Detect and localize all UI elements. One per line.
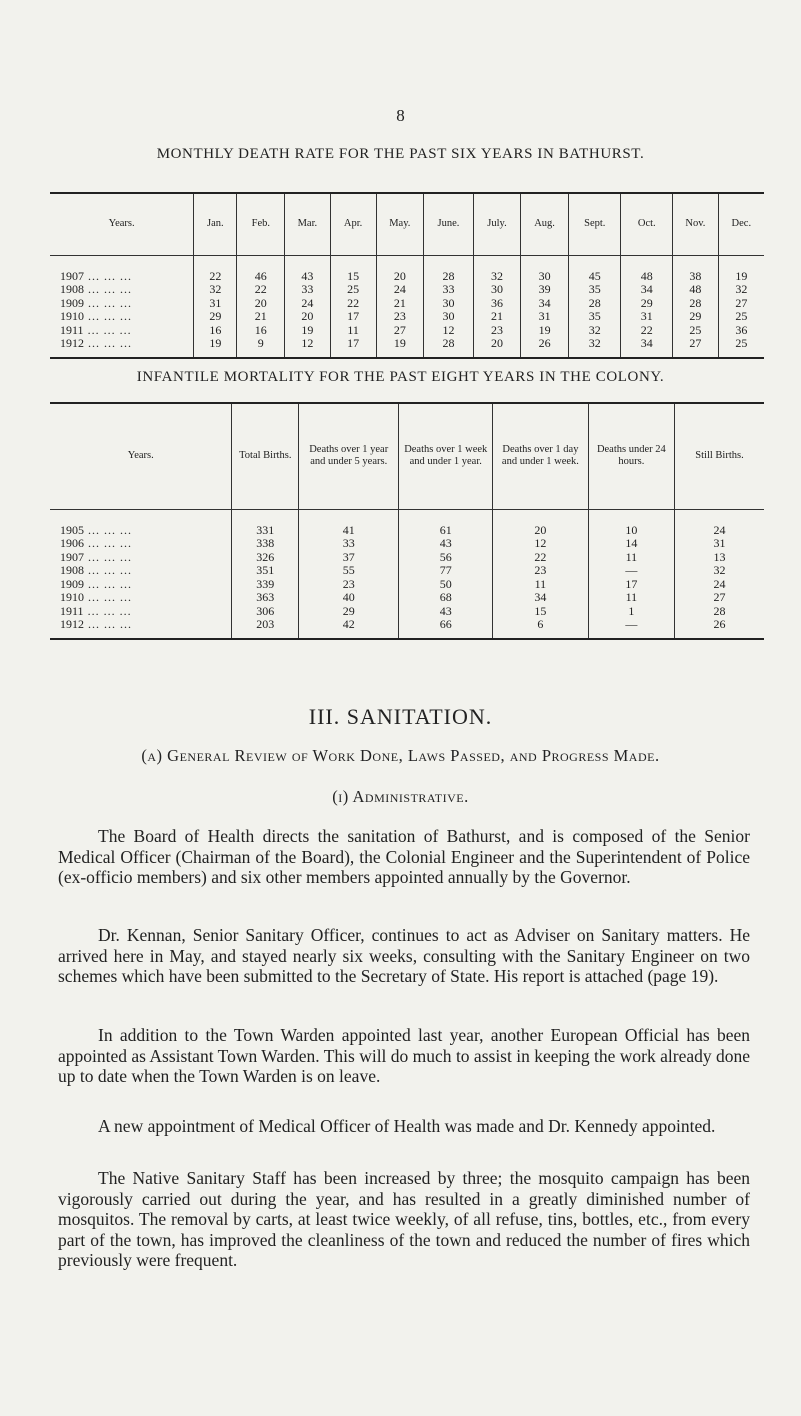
year-label: 1910 — [60, 590, 84, 604]
col-header: July. — [473, 193, 520, 255]
value-cell: 27 — [718, 297, 764, 311]
table-row — [50, 270, 764, 284]
table-row — [50, 297, 764, 311]
leader-dots: ... ... ... — [84, 590, 132, 604]
value-cell: 42 — [299, 618, 399, 639]
paragraph-sanitary-staff: The Native Sanitary Staff has been increased by three; the mosquito campaign has been vigorously carried out during the year, and has resulted in a greatly diminished number of mosquitos. The removal by carts, at least twice weekly, of all refuse, tins, bottles, etc., from every part of the town, has improved the cleanliness of the town and reduced the number of fires which previously were frequent. — [58, 1168, 750, 1270]
value-cell: 30 — [521, 270, 569, 284]
value-cell: 35 — [569, 283, 621, 297]
table-row — [50, 618, 764, 639]
year-cell — [50, 283, 194, 297]
value-cell: 326 — [232, 551, 299, 565]
value-cell: 29 — [673, 310, 719, 324]
value-cell: 33 — [424, 283, 474, 297]
value-cell: 338 — [232, 537, 299, 551]
value-cell: 32 — [569, 324, 621, 338]
value-cell: 50 — [399, 578, 493, 592]
value-cell: 15 — [493, 605, 589, 619]
value-cell: 61 — [399, 524, 493, 538]
table-row — [50, 524, 764, 538]
value-cell: 16 — [194, 324, 237, 338]
year-label: 1912 — [60, 336, 84, 350]
col-header: May. — [376, 193, 423, 255]
value-cell: 32 — [194, 283, 237, 297]
year-cell — [50, 524, 232, 538]
value-cell: 11 — [588, 551, 674, 565]
col-header: Total Births. — [232, 403, 299, 509]
leader-dots: ... ... ... — [84, 309, 132, 323]
value-cell: 32 — [569, 337, 621, 358]
col-header: June. — [424, 193, 474, 255]
value-cell: 26 — [521, 337, 569, 358]
value-cell: 31 — [194, 297, 237, 311]
value-cell: 34 — [521, 297, 569, 311]
year-cell — [50, 310, 194, 324]
value-cell: 35 — [569, 310, 621, 324]
value-cell: 21 — [473, 310, 520, 324]
col-header: Apr. — [330, 193, 376, 255]
col-header: Years. — [127, 450, 154, 462]
value-cell: 31 — [621, 310, 673, 324]
value-cell: 25 — [718, 310, 764, 324]
year-label: 1907 — [60, 549, 84, 564]
year-cell — [50, 605, 232, 619]
col-header: Deaths over 1 year and under 5 years. — [299, 403, 399, 509]
value-cell: 32 — [675, 564, 765, 578]
year-cell — [50, 270, 194, 284]
value-cell: 29 — [621, 297, 673, 311]
value-cell: 27 — [675, 591, 765, 605]
leader-dots: ... ... ... — [84, 522, 132, 537]
value-cell: 22 — [493, 551, 589, 565]
value-cell: 30 — [424, 310, 474, 324]
value-cell: 41 — [299, 524, 399, 538]
value-cell: 363 — [232, 591, 299, 605]
value-cell: 20 — [473, 337, 520, 358]
value-cell: 6 — [493, 618, 589, 639]
year-label: 1909 — [60, 576, 84, 591]
value-cell: 19 — [718, 270, 764, 284]
value-cell: — — [588, 618, 674, 639]
value-cell: 36 — [473, 297, 520, 311]
year-cell — [50, 591, 232, 605]
year-cell — [50, 537, 232, 551]
value-cell: 28 — [569, 297, 621, 311]
leader-dots: ... ... ... — [84, 268, 132, 283]
value-cell: 19 — [194, 337, 237, 358]
value-cell: 20 — [237, 297, 285, 311]
infantile-mortality-title: INFANTILE MORTALITY FOR THE PAST EIGHT YEARS IN THE COLONY. — [136, 369, 665, 385]
leader-dots: ... ... ... — [83, 322, 132, 337]
value-cell: 28 — [424, 337, 474, 358]
value-cell: 45 — [569, 270, 621, 284]
value-cell: 24 — [376, 283, 423, 297]
value-cell: 13 — [675, 551, 765, 565]
value-cell: 68 — [399, 591, 493, 605]
value-cell: 28 — [424, 270, 474, 284]
value-cell: 23 — [493, 564, 589, 578]
col-header: Deaths under 24 hours. — [588, 403, 674, 509]
col-header: Nov. — [673, 193, 719, 255]
value-cell: 34 — [493, 591, 589, 605]
value-cell: 46 — [237, 270, 285, 284]
paragraph-dr-kennan: Dr. Kennan, Senior Sanitary Officer, continues to act as Adviser on Sanitary matters. He arrived here in May, and stayed nearly six weeks, consulting with the Sanitary Engineer on two schemes which have been submitted to the Secretary of State. His report is attached (page 19). — [58, 925, 750, 986]
value-cell: 32 — [718, 283, 764, 297]
value-cell: 28 — [675, 605, 765, 619]
value-cell: 26 — [675, 618, 765, 639]
table-row — [50, 564, 764, 578]
value-cell: 77 — [399, 564, 493, 578]
paragraph-medical-officer: A new appointment of Medical Officer of Health was made and Dr. Kennedy appointed. — [98, 1116, 716, 1136]
value-cell: 31 — [521, 310, 569, 324]
paragraph-town-warden: In addition to the Town Warden appointed last year, another European Official has been appointed as Assistant Town Warden. This will do much to assist in keeping the work already done up to date when the Town Warden is on leave. — [58, 1025, 750, 1086]
col-header: Jan. — [194, 193, 237, 255]
year-label: 1911 — [60, 322, 84, 337]
leader-dots: ... ... ... — [84, 536, 132, 550]
value-cell: — — [588, 564, 674, 578]
value-cell: 66 — [399, 618, 493, 639]
value-cell: 48 — [621, 270, 673, 284]
table-row — [50, 551, 764, 565]
col-header: Dec. — [718, 193, 764, 255]
value-cell: 43 — [399, 605, 493, 619]
leader-dots: ... ... ... — [84, 295, 132, 310]
year-label: 1908 — [60, 563, 84, 577]
year-label: 1907 — [60, 268, 84, 283]
year-label: 1906 — [60, 536, 84, 550]
table-row — [50, 337, 764, 358]
value-cell: 22 — [194, 270, 237, 284]
value-cell: 40 — [299, 591, 399, 605]
value-cell: 17 — [330, 337, 376, 358]
value-cell: 339 — [232, 578, 299, 592]
year-label: 1912 — [60, 617, 84, 631]
value-cell: 28 — [673, 297, 719, 311]
value-cell: 15 — [330, 270, 376, 284]
table-row — [50, 578, 764, 592]
subheading-administrative: (i) Administrative. — [332, 787, 469, 806]
table-row — [50, 283, 764, 297]
leader-dots: ... ... ... — [84, 617, 132, 631]
value-cell: 20 — [376, 270, 423, 284]
value-cell: 27 — [673, 337, 719, 358]
value-cell: 17 — [588, 578, 674, 592]
page-number: 8 — [396, 106, 405, 125]
col-header: Oct. — [621, 193, 673, 255]
year-label: 1908 — [60, 282, 84, 296]
value-cell: 1 — [588, 605, 674, 619]
value-cell: 25 — [330, 283, 376, 297]
value-cell: 20 — [493, 524, 589, 538]
year-cell — [50, 564, 232, 578]
value-cell: 203 — [232, 618, 299, 639]
value-cell: 55 — [299, 564, 399, 578]
value-cell: 16 — [237, 324, 285, 338]
col-header: Mar. — [285, 193, 330, 255]
value-cell: 11 — [330, 324, 376, 338]
value-cell: 23 — [299, 578, 399, 592]
value-cell: 27 — [376, 324, 423, 338]
value-cell: 24 — [675, 524, 765, 538]
value-cell: 12 — [285, 337, 330, 358]
value-cell: 38 — [673, 270, 719, 284]
paragraph-board-of-health: The Board of Health directs the sanitation of Bathurst, and is composed of the Senior Medical Officer (Chairman of the Board), the Colonial Engineer and the Superintendent of Police (ex-officio members) and six other members appointed annually by the Governor. — [58, 826, 750, 887]
value-cell: 33 — [299, 537, 399, 551]
value-cell: 9 — [237, 337, 285, 358]
table-row — [50, 324, 764, 338]
value-cell: 31 — [675, 537, 765, 551]
value-cell: 351 — [232, 564, 299, 578]
value-cell: 19 — [376, 337, 423, 358]
value-cell: 37 — [299, 551, 399, 565]
leader-dots: ... ... ... — [84, 282, 132, 296]
table-row — [50, 310, 764, 324]
value-cell: 34 — [621, 283, 673, 297]
value-cell: 20 — [285, 310, 330, 324]
value-cell: 43 — [399, 537, 493, 551]
value-cell: 23 — [473, 324, 520, 338]
value-cell: 11 — [588, 591, 674, 605]
value-cell: 56 — [399, 551, 493, 565]
year-cell — [50, 578, 232, 592]
col-header: Feb. — [237, 193, 285, 255]
value-cell: 25 — [718, 337, 764, 358]
year-cell — [50, 551, 232, 565]
col-header: Sept. — [569, 193, 621, 255]
col-header: Deaths over 1 week and under 1 year. — [399, 403, 493, 509]
value-cell: 34 — [621, 337, 673, 358]
col-header: Aug. — [521, 193, 569, 255]
value-cell: 14 — [588, 537, 674, 551]
value-cell: 22 — [330, 297, 376, 311]
value-cell: 23 — [376, 310, 423, 324]
year-cell — [50, 324, 194, 338]
value-cell: 21 — [237, 310, 285, 324]
table-row — [50, 537, 764, 551]
subheading-general-review: (a) General Review of Work Done, Laws Passed, and Progress Made. — [141, 746, 660, 765]
year-label: 1911 — [60, 603, 84, 618]
section-heading: III. SANITATION. — [308, 704, 493, 729]
value-cell: 306 — [232, 605, 299, 619]
value-cell: 10 — [588, 524, 674, 538]
value-cell: 12 — [493, 537, 589, 551]
infantile-mortality-table — [50, 402, 764, 640]
value-cell: 48 — [673, 283, 719, 297]
value-cell: 17 — [330, 310, 376, 324]
col-header: Deaths over 1 day and under 1 week. — [493, 403, 589, 509]
leader-dots: ... ... ... — [83, 603, 132, 618]
value-cell: 43 — [285, 270, 330, 284]
value-cell: 19 — [285, 324, 330, 338]
value-cell: 25 — [673, 324, 719, 338]
value-cell: 22 — [621, 324, 673, 338]
leader-dots: ... ... ... — [84, 576, 132, 591]
year-cell — [50, 337, 194, 358]
col-header: Years. — [108, 218, 135, 230]
year-cell — [50, 618, 232, 639]
leader-dots: ... ... ... — [84, 336, 132, 350]
value-cell: 36 — [718, 324, 764, 338]
table-row — [50, 591, 764, 605]
leader-dots: ... ... ... — [84, 549, 132, 564]
value-cell: 24 — [285, 297, 330, 311]
year-label: 1909 — [60, 295, 84, 310]
year-label: 1910 — [60, 309, 84, 323]
monthly-death-rate-table — [50, 192, 764, 359]
monthly-death-rate-title: MONTHLY DEATH RATE FOR THE PAST SIX YEARS IN BATHURST. — [156, 146, 645, 162]
table-row — [50, 605, 764, 619]
value-cell: 22 — [237, 283, 285, 297]
value-cell: 39 — [521, 283, 569, 297]
value-cell: 33 — [285, 283, 330, 297]
value-cell: 24 — [675, 578, 765, 592]
value-cell: 11 — [493, 578, 589, 592]
leader-dots: ... ... ... — [84, 563, 132, 577]
value-cell: 331 — [232, 524, 299, 538]
value-cell: 30 — [424, 297, 474, 311]
value-cell: 19 — [521, 324, 569, 338]
year-cell — [50, 297, 194, 311]
value-cell: 12 — [424, 324, 474, 338]
year-label: 1905 — [60, 522, 84, 537]
value-cell: 32 — [473, 270, 520, 284]
value-cell: 30 — [473, 283, 520, 297]
value-cell: 21 — [376, 297, 423, 311]
value-cell: 29 — [194, 310, 237, 324]
col-header: Still Births. — [675, 403, 765, 509]
value-cell: 29 — [299, 605, 399, 619]
